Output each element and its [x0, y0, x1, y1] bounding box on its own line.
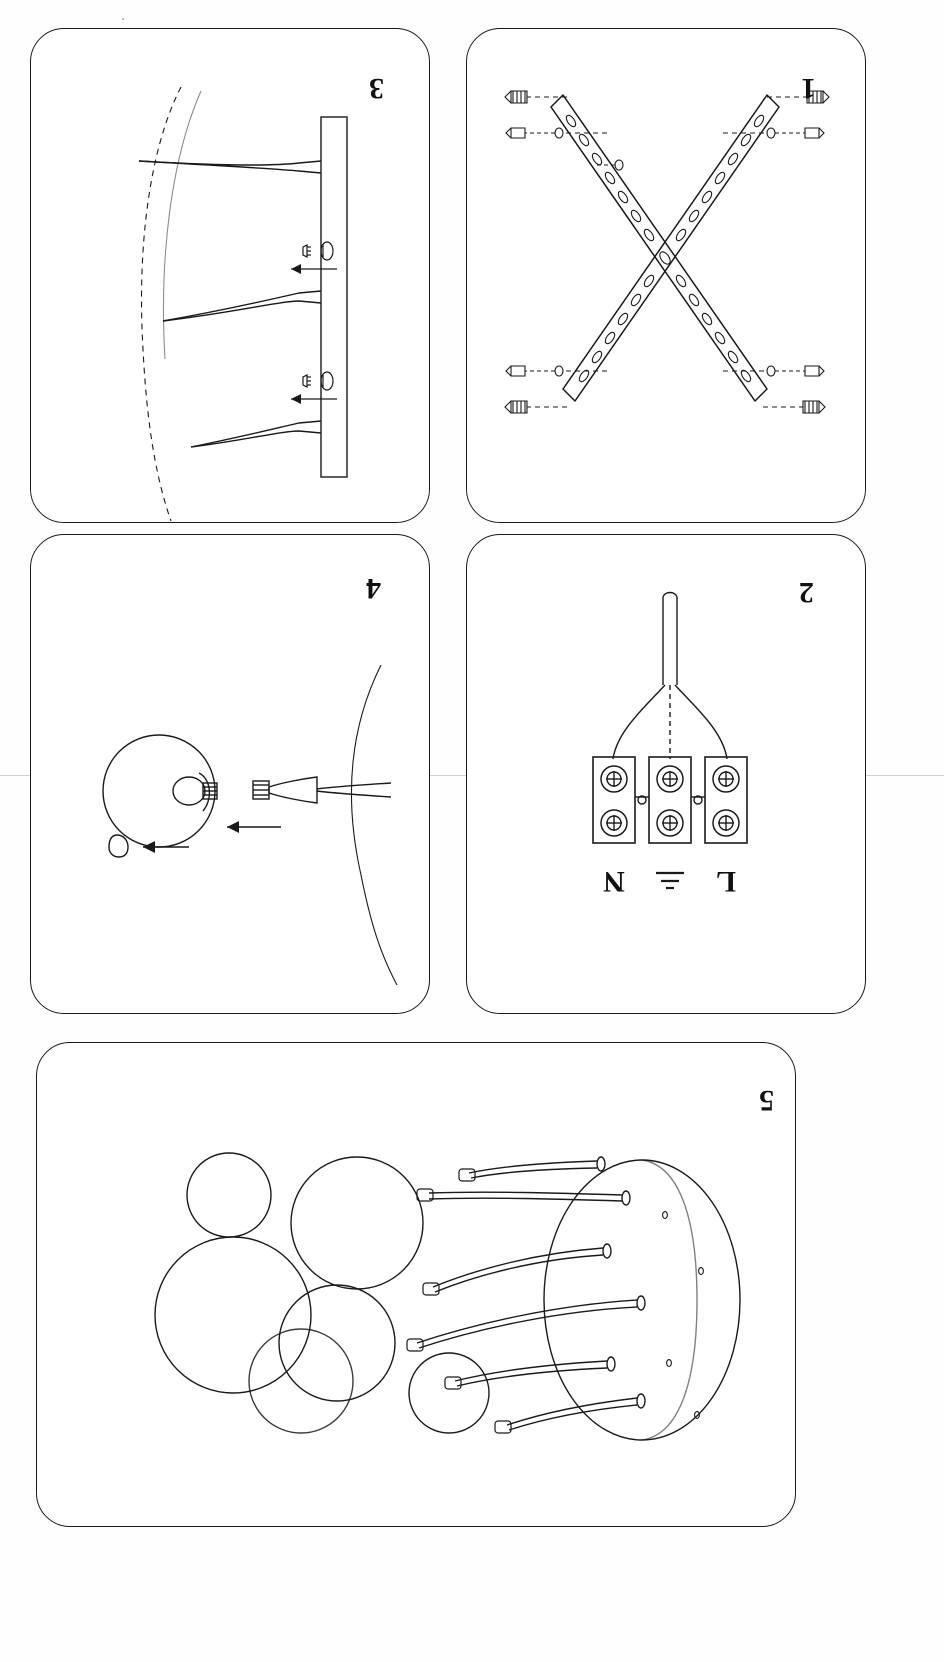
lamp-arm-1: [139, 161, 321, 173]
screw-and-plug-top-right: [767, 91, 829, 103]
wire-left: [613, 685, 665, 759]
step-number-1: 1: [801, 72, 816, 105]
wall-outline: [142, 87, 181, 521]
screw-and-plug-bottom-right: [763, 401, 825, 413]
step-panel-5: [36, 1042, 796, 1527]
step-panel-4: [30, 534, 430, 1014]
scan-speck: [122, 18, 124, 20]
glass-globe: [103, 735, 215, 847]
arm-2: [433, 1244, 611, 1292]
arrow-up-1: [291, 264, 337, 274]
step-4-diagram: [31, 535, 431, 1015]
globe-small-right: [249, 1329, 353, 1433]
globe-large-upper: [291, 1157, 423, 1289]
bulb: [173, 777, 217, 805]
globe-neck: [199, 773, 209, 811]
canopy-plate: [321, 117, 347, 477]
lamp-arm-with-socket: [253, 777, 391, 803]
step-panel-2: [466, 534, 866, 1014]
fixing-screw-lower: [291, 372, 337, 404]
step-panel-3: [30, 28, 430, 523]
supply-cable: [663, 593, 677, 686]
terminal-label-neutral: N: [603, 865, 625, 898]
lamp-arm-2: [163, 291, 321, 321]
step-5-diagram: [37, 1043, 797, 1528]
fixing-screw-upper: [291, 242, 337, 274]
arm-1: [429, 1191, 630, 1205]
ceiling-canopy: [544, 1160, 740, 1440]
screw-bottom-left-2: [506, 366, 607, 376]
terminal-label-earth: [656, 873, 684, 888]
terminal-label-live: L: [715, 865, 737, 898]
arm-4: [455, 1357, 615, 1386]
arm-joint-collars: [407, 1169, 511, 1433]
arrow-up-2: [291, 394, 337, 404]
lamp-arm-3: [191, 421, 321, 447]
step-number-4: 4: [366, 572, 381, 605]
globe-large-lower: [155, 1237, 311, 1393]
wire-right: [675, 685, 727, 759]
arm-3: [417, 1296, 645, 1348]
arrow-ring: [143, 841, 189, 853]
arm-6: [469, 1157, 605, 1178]
terminal-block: [593, 757, 747, 843]
arm-5: [507, 1394, 645, 1430]
globe-small-bottom: [409, 1353, 489, 1433]
step-number-3: 3: [369, 72, 384, 105]
ceiling-outline: [351, 665, 397, 985]
step-number-5: 5: [759, 1084, 774, 1117]
fixing-ring: [109, 835, 128, 857]
screw-bottom-right-2: [723, 366, 824, 376]
globe-small-top: [187, 1153, 271, 1237]
screw-and-plug-bottom-left: [505, 401, 567, 413]
step-panel-1: [466, 28, 866, 523]
socket-cone: [269, 777, 317, 803]
step-number-2: 2: [799, 576, 814, 609]
arrow-assemble: [227, 821, 281, 833]
